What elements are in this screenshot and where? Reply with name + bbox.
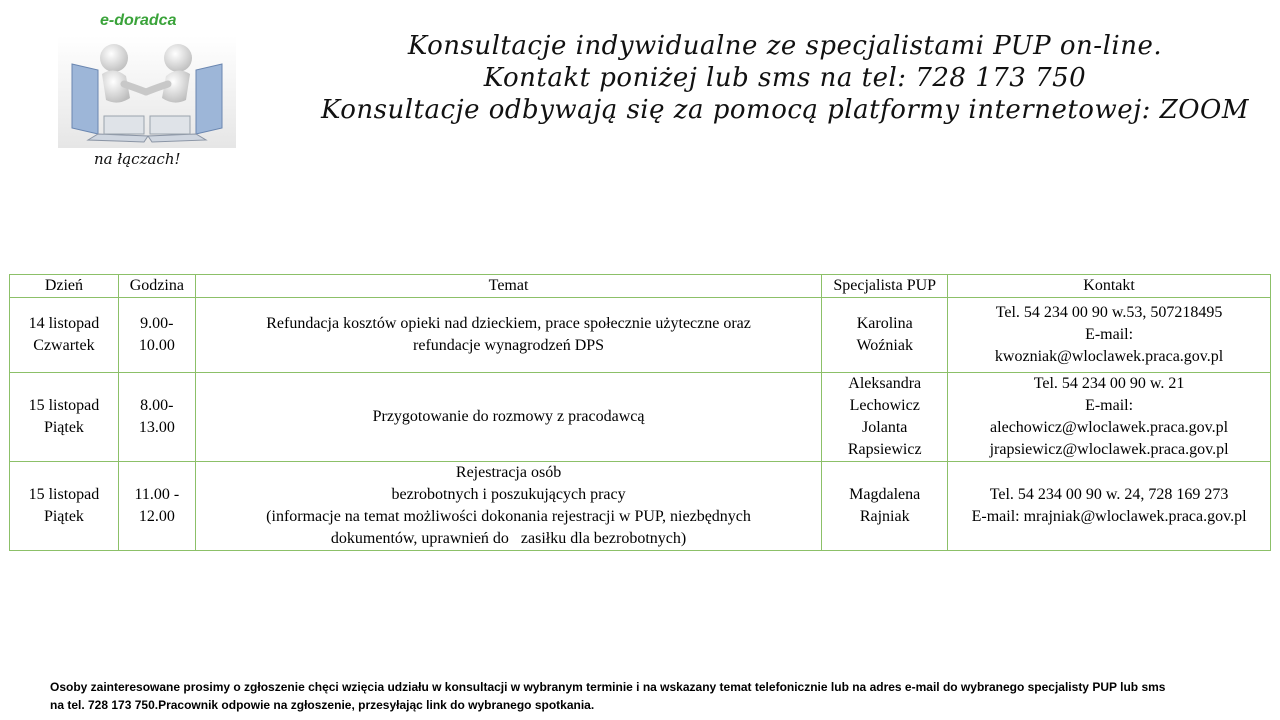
headline-line-1: Konsultacje indywidualne ze specjalistami PUP on-line. xyxy=(407,31,1163,61)
footer-line-1: Osoby zainteresowane prosimy o zgłoszenie chęci wzięcia udziału w konsultacji w wybranym terminie i na wskazany temat telefonicznie lub na adres e-mail do wybranego specjalisty PUP lub sms xyxy=(50,680,1166,694)
handshake-laptops-icon xyxy=(58,36,236,148)
headline-line-3: Konsultacje odbywają się za pomocą platformy internetowej: ZOOM xyxy=(321,95,1249,125)
hour-start: 9.00- xyxy=(140,315,174,332)
footer-line-2: na tel. 728 173 750.Pracownik odpowie na zgłoszenie, przesyłając link do wybranego spotkania. xyxy=(50,698,595,712)
table-row xyxy=(10,373,1271,462)
logo-caption: na łączach! xyxy=(94,150,181,168)
header-day: Dzień xyxy=(10,275,119,298)
day-weekday: Piątek xyxy=(43,508,84,525)
header-topic: Temat xyxy=(195,275,822,298)
topic-line: Przygotowanie do rozmowy z pracodawcą xyxy=(372,408,645,425)
cell-day xyxy=(10,298,119,373)
topic-line: bezrobotnych i poszukujących pracy xyxy=(391,486,626,503)
footer-note xyxy=(50,678,1260,714)
day-date: 15 listopad xyxy=(28,397,100,414)
cell-contact xyxy=(948,373,1271,462)
contact-phone: Tel. 54 234 00 90 w.53, 507218495 xyxy=(995,304,1223,321)
hour-start: 11.00 - xyxy=(134,486,180,503)
day-weekday: Czwartek xyxy=(33,337,95,354)
day-weekday: Piątek xyxy=(43,419,84,436)
day-date: 14 listopad xyxy=(28,315,100,332)
contact-email-link[interactable]: alechowicz@wloclawek.praca.gov.pl xyxy=(990,419,1229,436)
cell-day xyxy=(10,373,119,462)
specialist-name: Karolina xyxy=(856,315,913,332)
cell-topic xyxy=(195,298,822,373)
contact-email-label: E-mail: xyxy=(1085,397,1134,414)
hour-end: 12.00 xyxy=(138,508,175,525)
cell-contact xyxy=(948,298,1271,373)
specialist-surname: Rajniak xyxy=(859,508,910,525)
cell-specialist xyxy=(822,298,948,373)
cell-hour xyxy=(118,462,195,551)
header-specialist: Specjalista PUP xyxy=(822,275,948,298)
table-header-row xyxy=(10,275,1271,298)
topic-line: Refundacja kosztów opieki nad dzieckiem, prace społecznie użyteczne oraz xyxy=(266,315,751,332)
hour-end: 10.00 xyxy=(138,337,175,354)
topic-line: refundacje wynagrodzeń DPS xyxy=(413,337,605,354)
cell-specialist xyxy=(822,462,948,551)
e-doradca-logo xyxy=(58,10,238,175)
specialist-name: Jolanta xyxy=(862,419,908,436)
headline-line-2: Kontakt poniżej lub sms na tel: 728 173 750 xyxy=(483,63,1087,93)
cell-day xyxy=(10,462,119,551)
specialist-name: Magdalena xyxy=(849,486,921,503)
header-hour: Godzina xyxy=(118,275,195,298)
cell-contact xyxy=(948,462,1271,551)
page-headline xyxy=(290,30,1280,126)
topic-line: dokumentów, uprawnień do zasiłku dla bezrobotnych) xyxy=(330,530,687,547)
hour-end: 13.00 xyxy=(138,419,175,436)
cell-hour xyxy=(118,373,195,462)
cell-hour xyxy=(118,298,195,373)
hour-start: 8.00- xyxy=(140,397,174,414)
cell-topic xyxy=(195,373,822,462)
topic-line: (informacje na temat możliwości dokonania rejestracji w PUP, niezbędnych xyxy=(266,508,751,525)
header-contact: Kontakt xyxy=(948,275,1271,298)
cell-topic xyxy=(195,462,822,551)
specialist-surname: Lechowicz xyxy=(849,397,920,414)
contact-email-link[interactable]: jrapsiewicz@wloclawek.praca.gov.pl xyxy=(989,441,1229,458)
contact-email-label: E-mail: xyxy=(1085,326,1134,343)
specialist-surname: Rapsiewicz xyxy=(847,441,922,458)
table-row xyxy=(10,462,1271,551)
consultation-schedule-table xyxy=(9,274,1271,551)
contact-email-link[interactable]: kwozniak@wloclawek.praca.gov.pl xyxy=(994,348,1224,365)
contact-email-link[interactable]: E-mail: mrajniak@wloclawek.praca.gov.pl xyxy=(971,508,1247,525)
specialist-surname: Woźniak xyxy=(856,337,913,354)
contact-phone: Tel. 54 234 00 90 w. 24, 728 169 273 xyxy=(989,486,1229,503)
day-date: 15 listopad xyxy=(28,486,100,503)
cell-specialist xyxy=(822,373,948,462)
specialist-name: Aleksandra xyxy=(848,375,922,392)
topic-line: Rejestracja osób xyxy=(455,464,562,481)
logo-title: e-doradca xyxy=(100,12,177,29)
contact-phone: Tel. 54 234 00 90 w. 21 xyxy=(1033,375,1185,392)
table-row xyxy=(10,298,1271,373)
